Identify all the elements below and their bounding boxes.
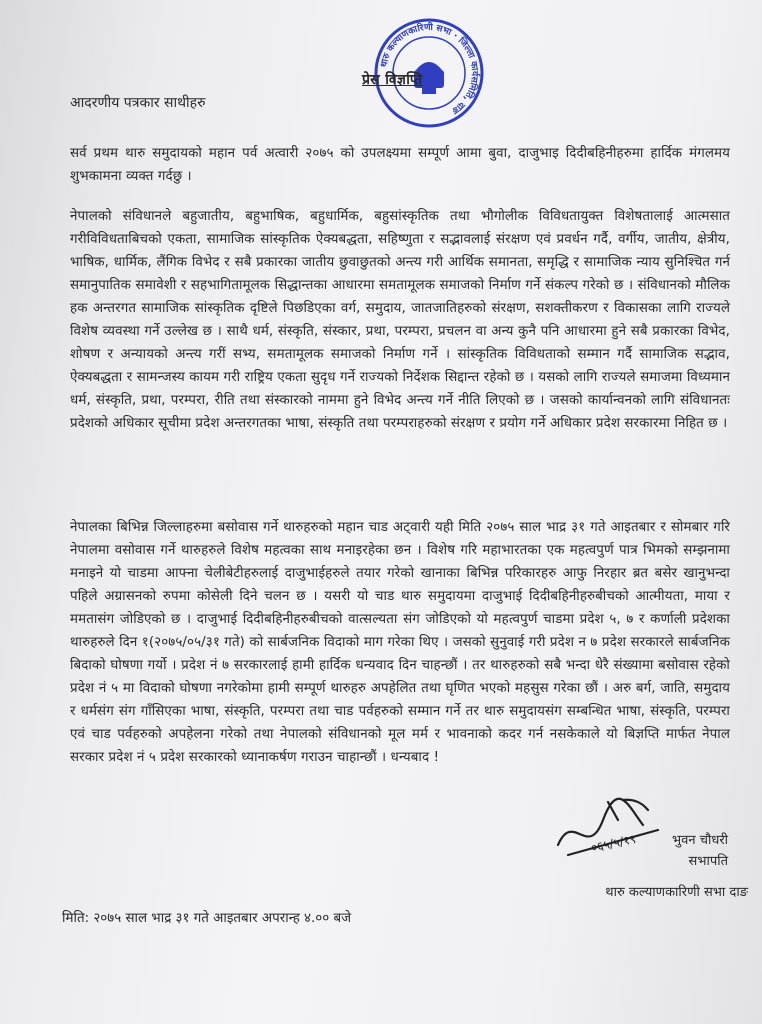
handwritten-signature [548,790,668,870]
signature-block [548,790,748,900]
svg-text:०६५/५/१९: ०६५/५/१९ [589,831,638,855]
date-line: मिति: २०७५ साल भाद्र ३१ गते आइतबार अपरान्ह ४.०० बजे [62,911,352,926]
page-title: प्रेस विज्ञप्ति [362,72,423,88]
signatory-role: सभापति [688,854,728,869]
signatory-name: भुवन चौधरी [671,833,728,848]
salutation: आदरणीय पत्रकार साथीहरु [70,95,206,111]
signatory-organization: थारु कल्याणकारिणी सभा दाङ [605,885,748,900]
paragraph-constitution: नेपालको संविधानले बहुजातीय, बहुभाषिक, बहुधार्मिक, बहुसांस्कृतिक तथा भौगोलीक विविधतायुक्त विशेषतालाई आत्मसात गरीविविधताबिचको एकता, सामाजिक सांस्कृतिक ऐक्यबद्धता, सहिष्णुता र सद्भावलाई संरक्षण एवं प्रवर्धन गर्दै, वर्गीय, जातीय, क्षेत्रीय, भाषिक, धार्मिक, लैंगिक विभेद र सबै प्रकारका जातीय छुवाछुतको अन्त्य गरी आर्थिक समानता, समृद्धि र सामाजिक न्याय सुनिश्चित गर्न समानुपातिक समावेशी र सहभागितामूलक सिद्धान्तका आधारमा समतामूलक समाजको निर्माण गर्ने संकल्प गरेको छ । संविधानको मौलिक हक अन्तरगत सामाजिक सांस्कृतिक दृष्टिले पिछडिएका वर्ग, समुदाय, जातजातिहरुको संरक्षण, सशक्तीकरण र विकासका लागि राज्यले विशेष व्यवस्था गर्ने उल्लेख छ । साथै धर्म, संस्कृति, संस्कार, प्रथा, परम्परा, प्रचलन वा अन्य कुनै पनि आधारमा हुने सबै प्रकारका विभेद, शोषण र अन्यायको अन्त्य गरीं सभ्य, समतामूलक समाजको निर्माण गर्ने । सांस्कृतिक विविधताको सम्मान गर्दै सामाजिक सद्भाव, ऐक्यबद्धता र सामन्जस्य कायम गरी राष्ट्रिय एकता सुदृध गर्ने राज्यको निर्देशक सिद्दान्त रहेको छ । यसको लागि राज्यले समाजमा विध्यमान धर्म, संस्कृति, प्रथा, परम्परा, रीति तथा संस्कारको नाममा हुने विभेद अन्त्य गर्ने नीति लिएको छ । जसको कार्यान्वनको लागि संविधानतः प्रदेशको अधिकार सूचीमा प्रदेश अन्तरगतका भाषा, संस्कृति तथा परम्पराहरुको संरक्षण र प्रयोग गर्ने अधिकार प्रदेश सरकारमा निहित छ । [70,209,730,431]
paragraph-greeting: सर्व प्रथम थारु समुदायको महान पर्व अत्वारी २०७५ को उपलक्ष्यमा सम्पूर्ण आमा बुवा, दाजुभाइ दिदीबहिनीहरुमा हार्दिक मंगलमय शुभकामना व्यक्त गर्दछु । [70,146,730,184]
svg-text:थारु कल्याणकारिणी सभा · जिल्ला: थारु कल्याणकारिणी सभा · जिल्ला कार्यसमिति, दाङ [379,22,480,116]
paragraph-festival: नेपालका बिभिन्न जिल्लाहरुमा बसोवास गर्ने थारुहरुको महान चाड अट्वारी यही मिति २०७५ साल भाद्र ३१ गते आइतबार र सोमबार गरि नेपालमा वसोवास गर्ने थारुहरुले विशेष महत्वका साथ मनाइरहेका छन । विशेष गरि महाभारतका एक महत्वपुर्ण पात्र भिमको सम्झनामा मनाइने यो चाडमा आफ्ना चेलीबेटीहरुलाई दाजुभाईहरुले तयार गरेको खानाका बिभिन्न परिकारहरु आफु निरहार ब्रत बसेर खानुभन्दा पहिले अग्रासनको रुपमा कोसेली दिने चलन छ । यसरी यो चाड थारु समुदायमा दाजुभाई दिदीबहिनीहरुबीचको आत्मीयता, माया र ममतासंग जोडिएको छ । दाजुभाई दिदीबहिनीहरुबीचको वात्सल्यता संग जोडिएको यो महत्वपुर्ण चाडमा प्रदेश ५, ७ र कर्णाली प्रदेशका थारुहरुले दिन १(२०७५/०५/३१ गते) को सार्बजनिक विदाको माग गरेका थिए । जसको सुनुवाई गरी प्रदेश न ७ प्रदेश सरकारले सार्बजनिक बिदाको घोषणा गर्यो । प्रदेश नं ७ सरकारलाई हामी हार्दिक धन्यवाद दिन चाहन्छौं । तर थारुहरुको सबै भन्दा धेरै संख्यामा बसोवास रहेको प्रदेश नं ५ मा विदाको घोषणा नगरेकोमा हामी सम्पूर्ण थारुहरु अपहेलित तथा घृणित भएको महसुस गरेका छौं । अरु बर्ग, जाति, समुदाय र धर्मसंग संग गाँसिएका भाषा, संस्कृति, परम्परा तथा चाड पर्वहरुको सम्मान गर्ने तर थारु समुदायसंग सम्बन्धित भाषा, संस्कृति, परम्परा एवं चाड पर्वहरुको अपहेलना गरेको तथा नेपालको संविधानको मूल मर्म र भावनाको कदर गर्न नसकेकाले यो बिज्ञप्ति मार्फत नेपाल सरकार प्रदेश नं ५ प्रदेश सरकारको ध्यानाकर्षण गराउन चाहान्छौं । धन्यबाद ! [70,520,730,765]
